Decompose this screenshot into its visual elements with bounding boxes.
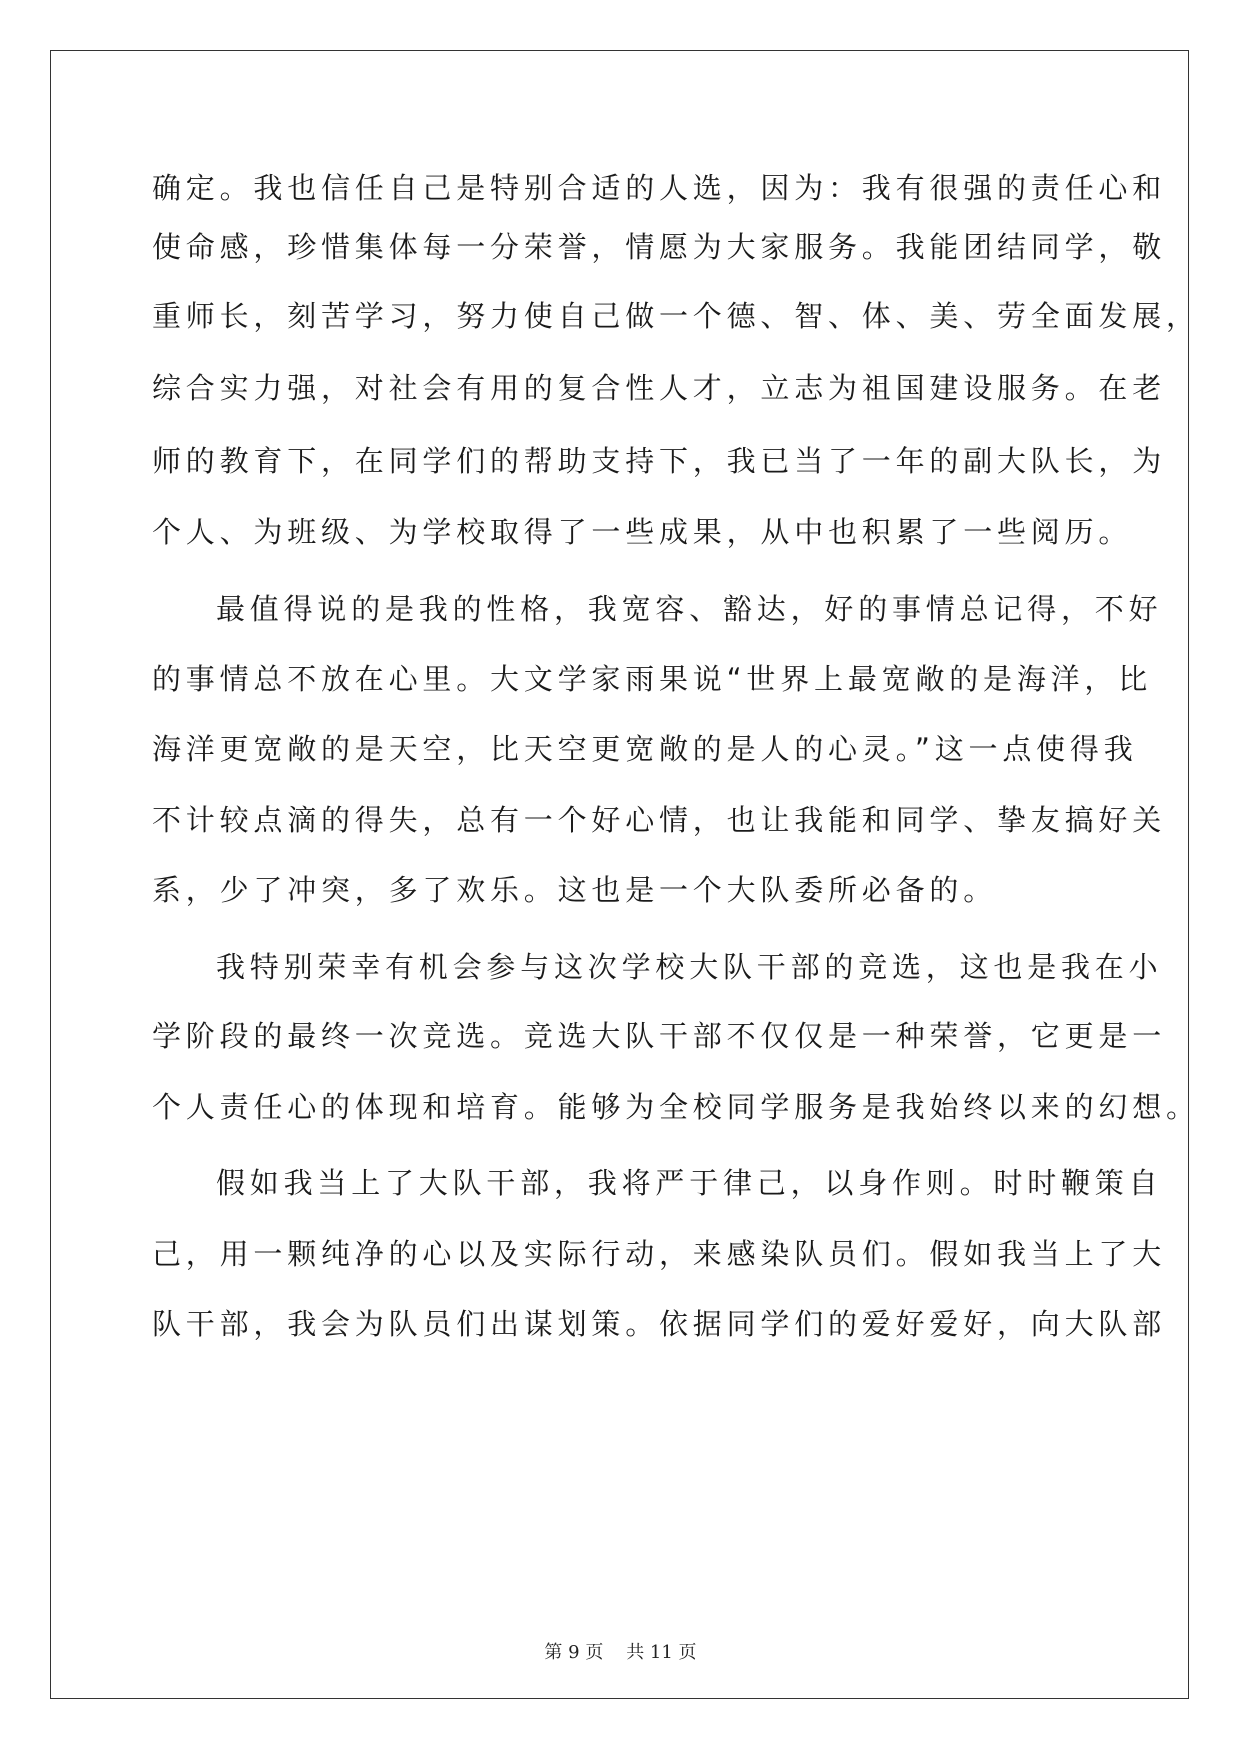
text-line-1: 确定。我也信任自己是特别合适的人选，因为：我有很强的责任心和	[152, 171, 1167, 205]
text-line-9: 海洋更宽敞的是天空，比天空更宽敞的是人的心灵。”这一点使得我	[152, 732, 1138, 766]
text-line-3: 重师长，刻苦学习，努力使自己做一个德、智、体、美、劳全面发展，	[152, 299, 1200, 333]
text-line-11: 系，少了冲突，多了欢乐。这也是一个大队委所必备的。	[152, 873, 998, 907]
text-line-7: 最值得说的是我的性格，我宽容、豁达，好的事情总记得，不好	[216, 592, 1163, 626]
page-number-footer: 第 9 页 共 11 页	[544, 1642, 697, 1663]
text-line-5: 师的教育下，在同学们的帮助支持下，我已当了一年的副大队长，为	[152, 444, 1167, 478]
text-line-10: 不计较点滴的得失，总有一个好心情，也让我能和同学、挚友搞好关	[152, 803, 1167, 837]
text-line-6: 个人、为班级、为学校取得了一些成果，从中也积累了一些阅历。	[152, 515, 1133, 549]
text-line-15: 假如我当上了大队干部，我将严于律己，以身作则。时时鞭策自	[216, 1166, 1163, 1200]
text-line-2: 使命感，珍惜集体每一分荣誉，情愿为大家服务。我能团结同学，敬	[152, 230, 1167, 264]
text-line-12: 我特别荣幸有机会参与这次学校大队干部的竞选，这也是我在小	[216, 950, 1163, 984]
text-line-4: 综合实力强，对社会有用的复合性人才，立志为祖国建设服务。在老	[152, 371, 1167, 405]
text-line-13: 学阶段的最终一次竞选。竞选大队干部不仅仅是一种荣誉，它更是一	[152, 1019, 1167, 1053]
text-line-17: 队干部，我会为队员们出谋划策。依据同学们的爱好爱好，向大队部	[152, 1307, 1167, 1341]
text-line-8: 的事情总不放在心里。大文学家雨果说“世界上最宽敞的是海洋，比	[152, 662, 1153, 696]
text-line-16: 己，用一颗纯净的心以及实际行动，来感染队员们。假如我当上了大	[152, 1237, 1167, 1271]
text-line-14: 个人责任心的体现和培育。能够为全校同学服务是我始终以来的幻想。	[152, 1090, 1200, 1124]
